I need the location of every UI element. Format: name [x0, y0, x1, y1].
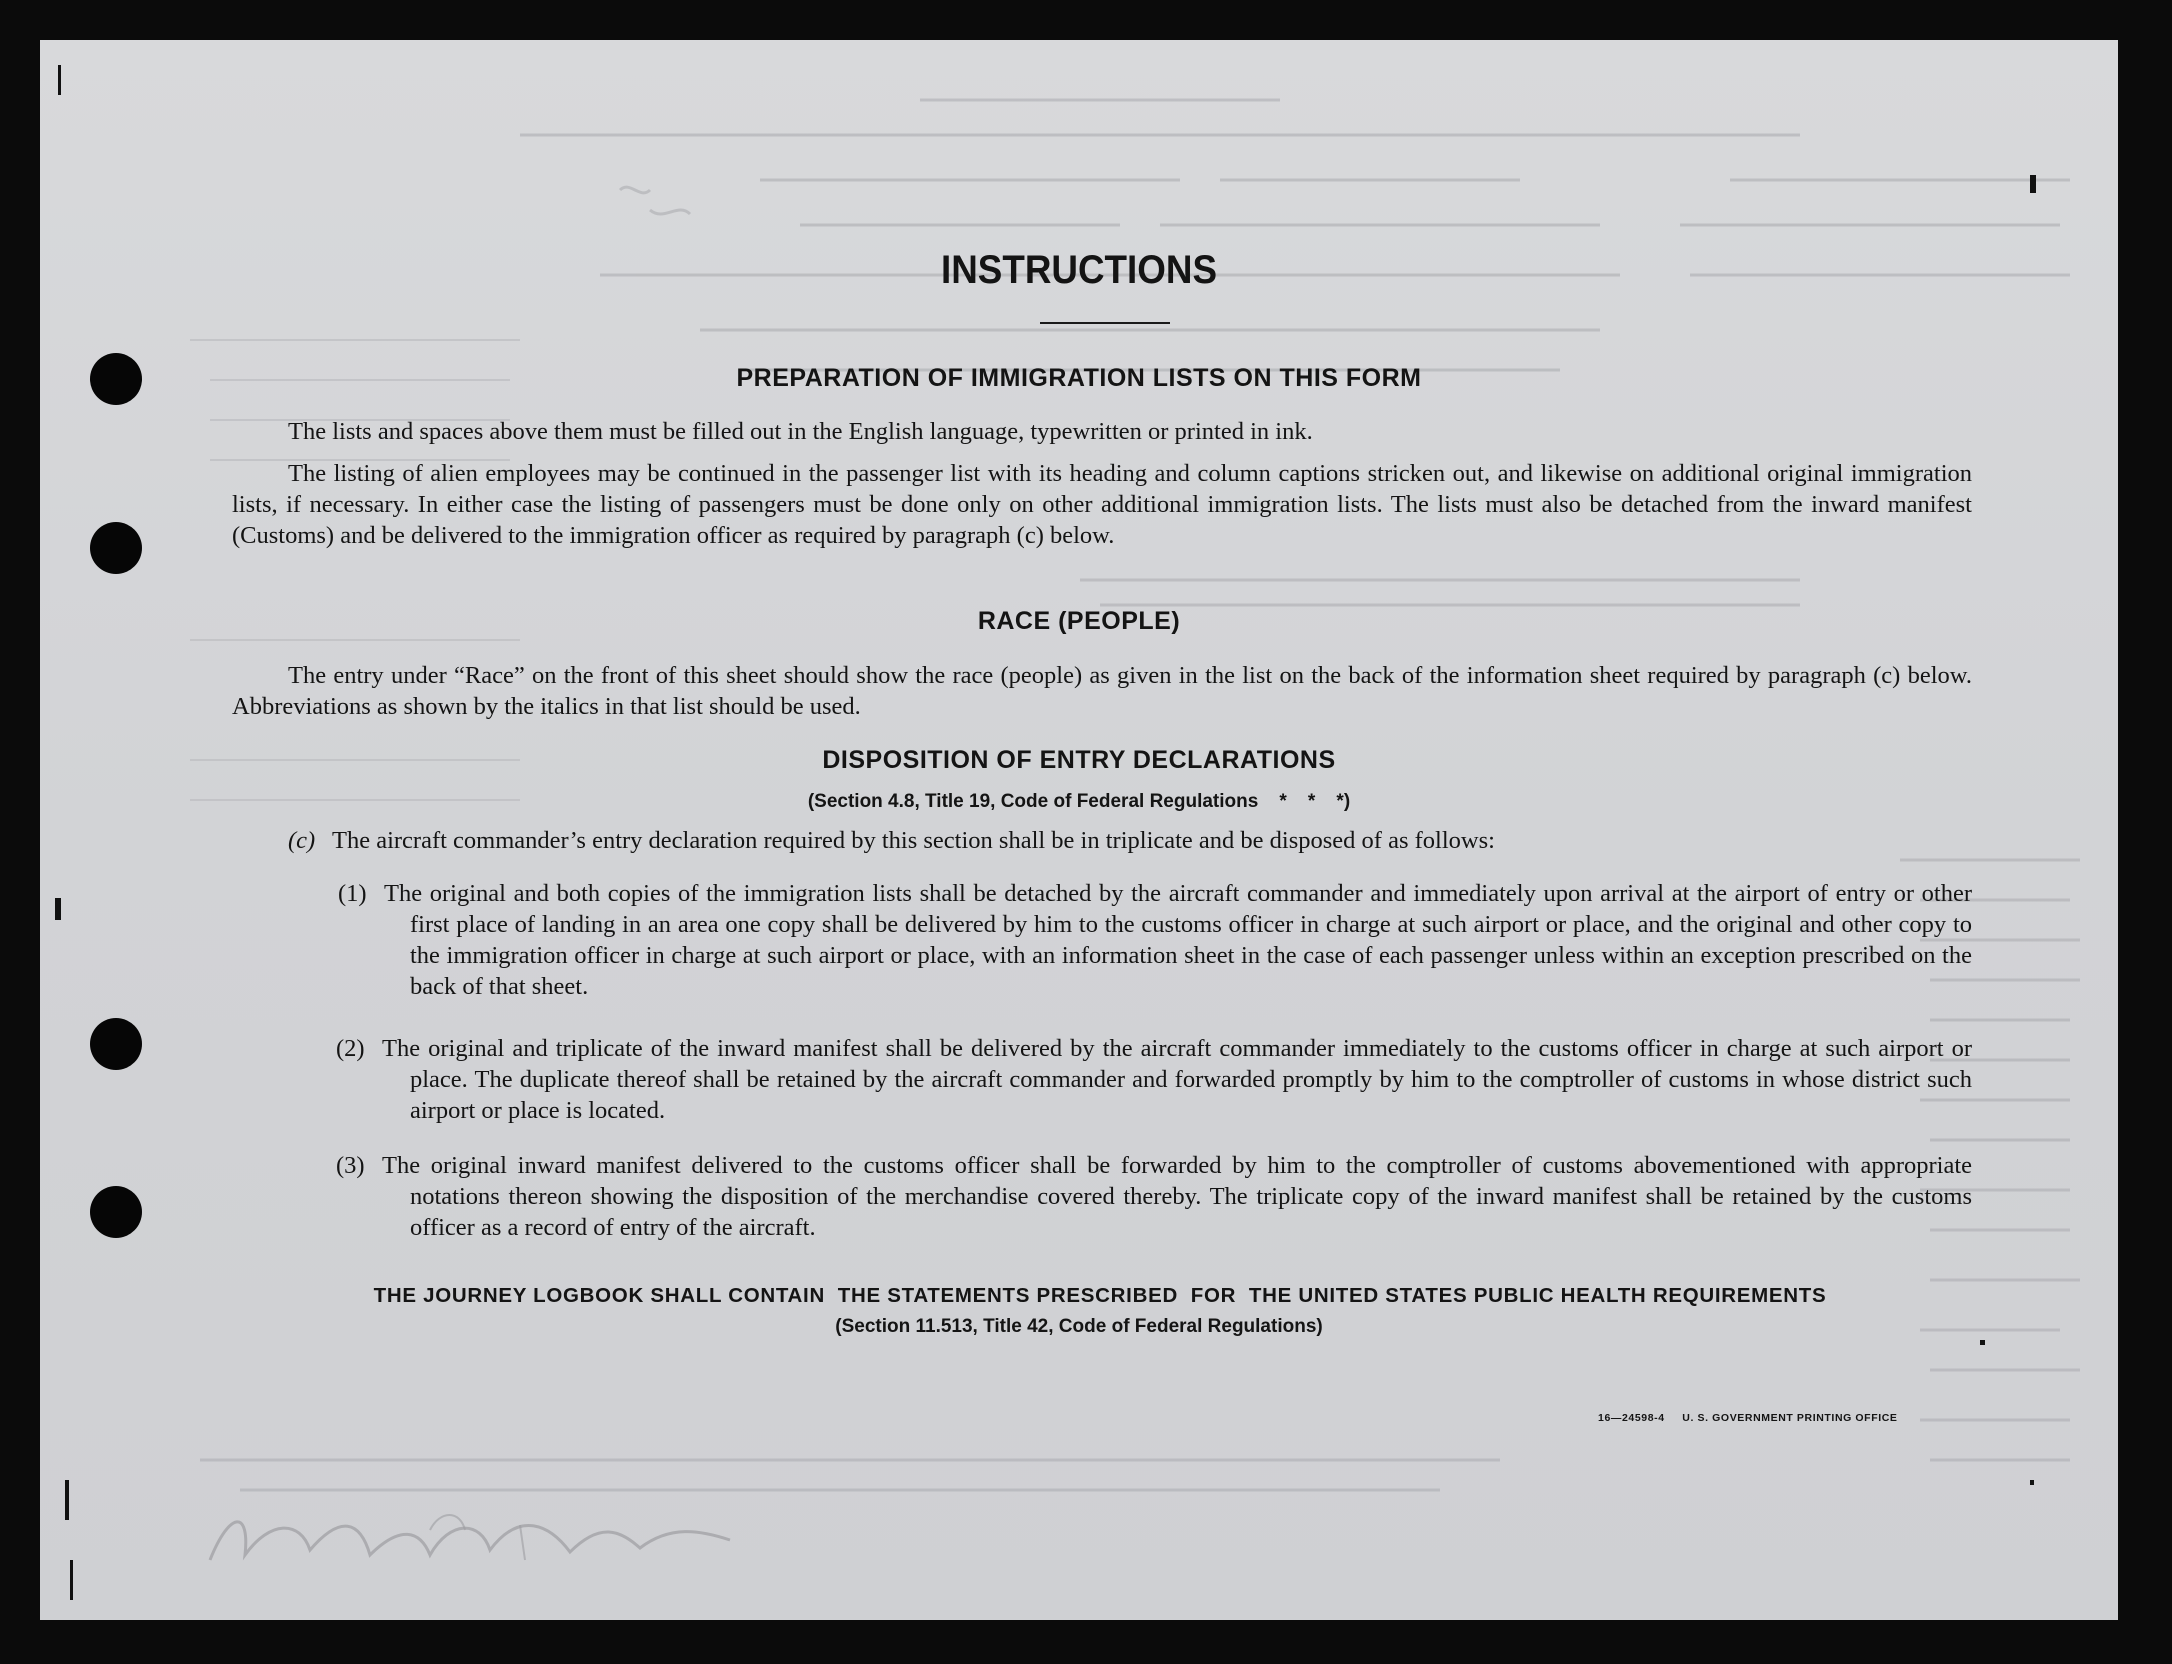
- section-heading-race: RACE (PEOPLE): [977, 607, 1181, 635]
- item-text-2: The original and triplicate of the inward manifest shall be delivered by the aircraft commander immediately to the customs officer in charge at such airport or place. The duplicate thereof shall be retained by the aircraft commander and forwarded promptly by him to the comptroller of customs in whose district such airport or place is located.: [382, 1035, 1972, 1124]
- signature-bleed-through: [190, 1500, 750, 1580]
- page-title: INSTRUCTIONS: [941, 248, 1217, 292]
- item-number-1: (1): [338, 880, 367, 907]
- title-underline: [1040, 322, 1170, 324]
- printing-office-code: 16—24598-4 U. S. GOVERNMENT PRINTING OFFICE: [1598, 1412, 1898, 1424]
- health-requirements-heading: THE JOURNEY LOGBOOK SHALL CONTAIN THE STATEMENTS PRESCRIBED FOR THE UNITED STATES PUBLIC HEALTH REQUIREMENTS: [373, 1284, 1827, 1307]
- paragraph-c-text: The aircraft commander’s entry declaration required by this section shall be in triplicate and be disposed of as follows:: [332, 827, 1495, 854]
- section-heading-preparation: PREPARATION OF IMMIGRATION LISTS ON THIS FORM: [736, 364, 1422, 392]
- disposition-citation: (Section 4.8, Title 19, Code of Federal Regulations * * *): [807, 791, 1351, 812]
- item-text-3: The original inward manifest delivered to the customs officer shall be forwarded by him to the comptroller of customs abovementioned with appropriate notations thereon showing the disposition of the merchandise covered thereby. The triplicate copy of the inward manifest shall be retained by the customs officer as a record of entry of the aircraft.: [382, 1152, 1972, 1241]
- item-number-2: (2): [336, 1035, 365, 1062]
- preparation-paragraph-1: The lists and spaces above them must be filled out in the English language, typewritten or printed in ink.: [288, 418, 1313, 445]
- document-sheet: [40, 40, 2118, 1620]
- race-paragraph: The entry under “Race” on the front of this sheet should show the race (people) as given in the list on the back of the information sheet required by paragraph (c) below. Abbreviations as shown by the italics in that list should be used.: [232, 662, 1972, 720]
- item-number-3: (3): [336, 1152, 365, 1179]
- item-text-1: The original and both copies of the immigration lists shall be detached by the aircraft commander and immediately upon arrival at the airport of entry or other first place of landing in an area one copy shall be delivered by him to the customs officer in charge at such airport or place, and the original and other copy to the immigration officer in charge at such airport or place, with an information sheet in the case of each passenger unless within an exception prescribed on the back of that sheet.: [384, 880, 1972, 1000]
- section-heading-disposition: DISPOSITION OF ENTRY DECLARATIONS: [822, 746, 1336, 774]
- preparation-paragraph-2: The listing of alien employees may be continued in the passenger list with its heading and column captions stricken out, and likewise on additional original immigration lists, if necessary. In either case the listing of passengers must be done only on other additional immigration lists. The lists must also be detached from the inward manifest (Customs) and be delivered to the immigration officer as required by paragraph (c) below.: [232, 460, 1972, 549]
- instructions-content: [40, 40, 2118, 1620]
- health-requirements-citation: (Section 11.513, Title 42, Code of Federal Regulations): [835, 1316, 1323, 1337]
- paragraph-c-label: (c): [288, 827, 316, 854]
